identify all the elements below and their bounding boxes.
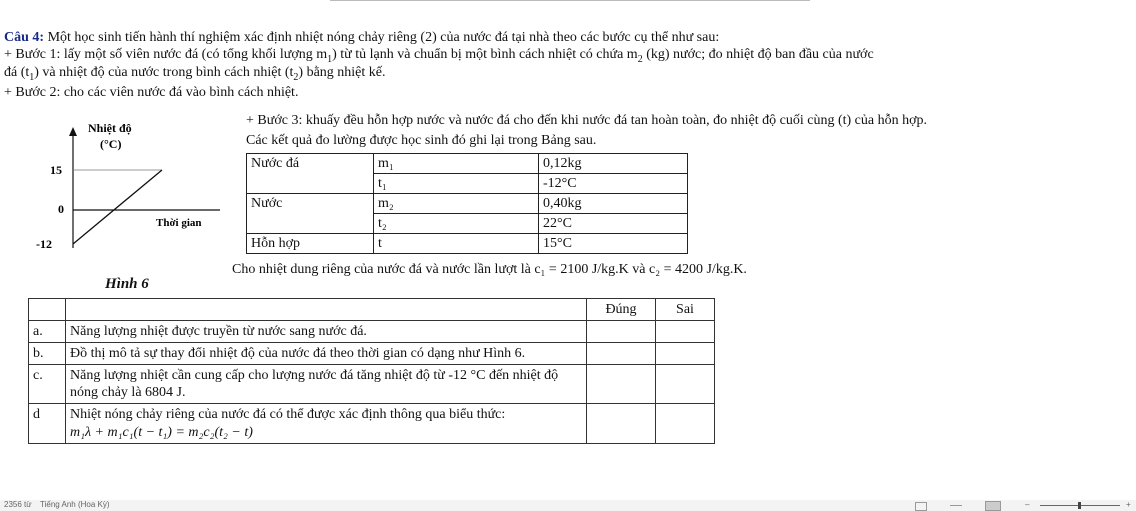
results-intro: Các kết quả đo lường được học sinh đó ghi lại trong Bảng sau.	[246, 133, 597, 148]
row-value: 0,40kg	[539, 194, 688, 214]
zoom-slider-handle[interactable]	[1078, 502, 1081, 509]
answer-true-cell[interactable]	[587, 365, 656, 404]
web-layout-icon[interactable]	[985, 501, 1001, 511]
item-label: c.	[29, 365, 66, 404]
tick-minus-12: -12	[36, 237, 52, 251]
language-indicator[interactable]: Tiếng Anh (Hoa Kỳ)	[40, 500, 110, 509]
row-value: 15°C	[539, 234, 688, 254]
table-row	[29, 365, 715, 404]
row-symbol: t	[374, 234, 539, 254]
row-group: Nước	[247, 194, 374, 234]
row-symbol: t₁	[374, 174, 539, 194]
row-symbol: m₁	[374, 154, 539, 174]
step-1: + Bước 1: lấy một số viên nước đá (có tổng khối lượng $m_1$) từ tủ lạnh và chuẩn bị một bình cách nhiệt có chứa $m_2$ (kg) nước; đo nhiệt độ ban đầu của nước	[4, 47, 874, 65]
table-row	[29, 321, 715, 343]
intro-text: Một học sinh tiến hành thí nghiệm xác định nhiệt nóng chảy riêng (2) của nước đá tại nhà theo các bước cụ thể như sau:	[47, 30, 720, 45]
col-false-header: Sai	[656, 299, 715, 321]
item-text: Năng lượng nhiệt cần cung cấp cho lượng nước đá tăng nhiệt độ từ -12 °C đến nhiệt độ nóng chảy là 6804 J.	[66, 365, 587, 404]
print-layout-icon[interactable]	[950, 505, 962, 506]
status-bar	[0, 500, 1136, 511]
answer-true-cell[interactable]	[587, 343, 656, 365]
table-row	[29, 343, 715, 365]
formula: m₁λ + m₁c₁(t − t₁) = m₂c₂(t₂ − t)	[70, 425, 253, 440]
item-text: Nhiệt nóng chảy riêng của nước đá có thể được xác định thông qua biểu thức: m₁λ + m₁c₁(t − t₁) = m₂c₂(t₂ − t)	[66, 404, 587, 444]
tick-15: 15	[50, 163, 62, 177]
item-text: Năng lượng nhiệt được truyền từ nước sang nước đá.	[66, 321, 587, 343]
y-axis-arrow-icon	[69, 127, 77, 136]
y-axis-unit: (°C)	[100, 137, 122, 151]
answer-true-cell[interactable]	[587, 404, 656, 444]
table-row	[247, 154, 688, 174]
heat-capacity-note: Cho nhiệt dung riêng của nước đá và nước lần lượt là c₁ = 2100 J/kg.K và c₂ = 4200 J/kg.K.	[232, 262, 747, 277]
answer-false-cell[interactable]	[656, 321, 715, 343]
zoom-in-icon[interactable]: +	[1126, 500, 1131, 509]
temperature-line	[73, 170, 162, 244]
word-count[interactable]: 2356 từ	[4, 500, 32, 509]
row-value: 22°C	[539, 214, 688, 234]
question-number: Câu 4:	[4, 30, 45, 45]
question-intro	[4, 30, 1134, 46]
item-label: a.	[29, 321, 66, 343]
answer-false-cell[interactable]	[656, 404, 715, 444]
answer-true-cell[interactable]	[587, 321, 656, 343]
results-table	[246, 153, 688, 254]
row-value: 0,12kg	[539, 154, 688, 174]
true-false-table	[28, 298, 715, 444]
step-3: + Bước 3: khuấy đều hỗn hợp nước và nước đá cho đến khi nước đá tan hoàn toàn, đo nhiệt độ cuối cùng (t) của hỗn hợp.	[246, 113, 928, 128]
answer-false-cell[interactable]	[656, 365, 715, 404]
answer-false-cell[interactable]	[656, 343, 715, 365]
row-group: Hỗn hợp	[247, 234, 374, 254]
item-text: Đồ thị mô tả sự thay đổi nhiệt độ của nước đá theo thời gian có dạng như Hình 6.	[66, 343, 587, 365]
row-symbol: m₂	[374, 194, 539, 214]
temperature-time-graph	[30, 118, 230, 293]
zoom-out-icon[interactable]: –	[1025, 500, 1030, 509]
step-1-cont: đá $(t_1)$ và nhiệt độ của nước trong bình cách nhiệt $(t_2)$ bằng nhiệt kế.	[4, 65, 386, 83]
row-symbol: t₂	[374, 214, 539, 234]
table-row	[247, 234, 688, 254]
table-row	[29, 404, 715, 444]
row-group: Nước đá	[247, 154, 374, 194]
step-2: + Bước 2: cho các viên nước đá vào bình cách nhiệt.	[4, 85, 299, 100]
item-label: d	[29, 404, 66, 444]
col-true-header: Đúng	[587, 299, 656, 321]
table-row	[247, 194, 688, 214]
page-top-rule	[330, 0, 810, 1]
x-axis-label: Thời gian	[156, 217, 202, 229]
y-axis-label: Nhiệt độ	[88, 121, 132, 135]
row-value: -12°C	[539, 174, 688, 194]
item-label: b.	[29, 343, 66, 365]
tick-0: 0	[58, 202, 64, 216]
figure-caption: Hình 6	[105, 276, 149, 292]
table-header-row	[29, 299, 715, 321]
read-mode-icon[interactable]	[915, 502, 927, 511]
